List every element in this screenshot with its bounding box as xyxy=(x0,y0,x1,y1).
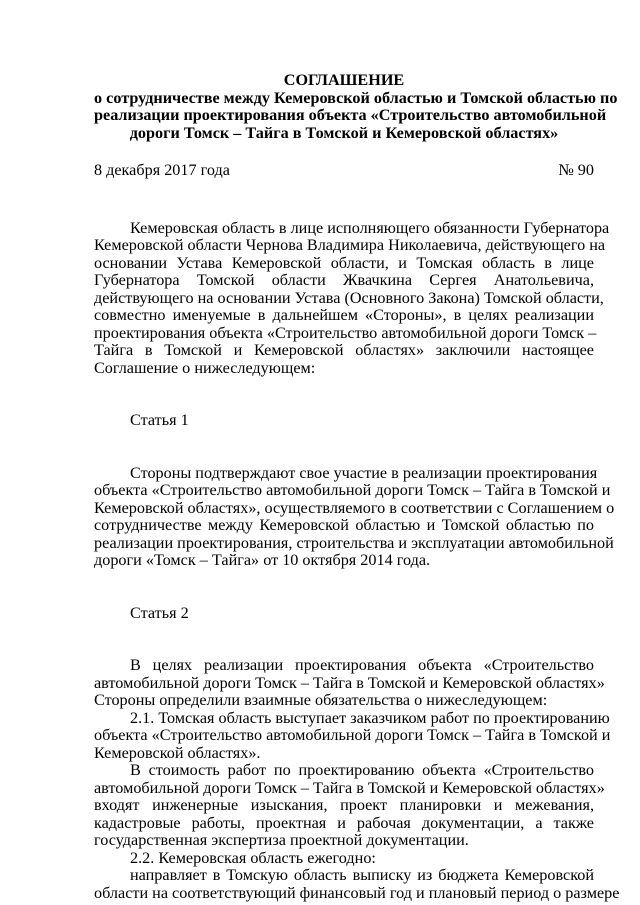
text-line: Соглашение о нижеследующем: xyxy=(94,358,316,377)
text-line: объекта «Строительство автомобильной дороги Томск – Тайга в Томской и xyxy=(94,481,611,499)
text-line: объекта «Строительство автомобильной дороги Томск – Тайга в Томской и xyxy=(94,726,611,744)
text-line: Кемеровской областях». xyxy=(94,743,261,762)
text-line: дороги «Томск – Тайга» от 10 октября 2014 года. xyxy=(94,551,431,569)
text-line: Стороны подтверждают свое участие в реализации проектирования xyxy=(130,463,598,482)
text-line: автомобильной дороги Томск – Тайга в Томской и Кемеровской областях» xyxy=(94,778,605,797)
text-line: реализации проектирования, строительства и эксплуатации автомобильной xyxy=(94,533,614,552)
text-line: проектирования объекта «Строительство автомобильной дороги Томск – xyxy=(94,323,597,342)
text-line: Кемеровской областях», осуществляемого в соответствии с Соглашением о xyxy=(94,498,615,517)
text-line: В стоимость работ по проектированию объекта «Строительство xyxy=(130,761,594,779)
text-line: государственная экспертиза проектной документации. xyxy=(94,831,469,849)
text-line: 2.1. Томская область выступает заказчиком работ по проектированию xyxy=(130,708,610,727)
text-line: Губернатора Томской области Жвачкина Сергея Анатольевича, xyxy=(94,271,594,289)
document-page xyxy=(94,71,620,902)
text-line: кадастровые работы, проектная и рабочая документации, а также xyxy=(94,813,594,832)
document-date: 8 декабря 2017 года xyxy=(94,161,230,179)
text-line: Кемеровской области Чернова Владимира Николаевича, действующего на xyxy=(94,236,606,254)
text-line: 2.2. Кемеровская область ежегодно: xyxy=(130,848,376,867)
text-line: основании Устава Кемеровской области, и Томская область в лице xyxy=(94,253,594,272)
article-1-heading: Статья 1 xyxy=(130,411,189,429)
document-header xyxy=(94,71,618,142)
document-number: № 90 xyxy=(558,161,594,179)
article-2-heading: Статья 2 xyxy=(130,603,189,622)
document-title: СОГЛАШЕНИЕ xyxy=(283,71,405,89)
text-line: направляет в Томскую область выписку из бюджета Кемеровской xyxy=(130,866,594,884)
preamble-paragraph xyxy=(94,218,610,378)
document-subtitle-line: дороги Томск – Тайга в Томской и Кемеровской областях» xyxy=(129,123,559,142)
text-line: совместно именуемые в дальнейшем «Стороны», в целях реализации xyxy=(94,306,594,324)
text-line: сотрудничестве между Кемеровской областью и Томской областью по xyxy=(94,516,594,534)
text-line: автомобильной дороги Томск – Тайга в Томской и Кемеровской областях» xyxy=(94,673,605,692)
text-line: области на соответствующий финансовый год и плановый период о размере xyxy=(94,883,620,902)
text-line: В целях реализации проектирования объекта «Строительство xyxy=(130,656,594,674)
text-line: Тайга в Томской и Кемеровской областях» заключили настоящее xyxy=(94,341,594,359)
text-line: входят инженерные изыскания, проект планировки и межевания, xyxy=(94,796,594,814)
document-meta xyxy=(94,162,594,180)
text-line: Кемеровская область в лице исполняющего обязанности Губернатора xyxy=(130,218,610,237)
article-2-body xyxy=(94,656,620,902)
text-line: Стороны определили взаимные обязательства о нижеследующем: xyxy=(94,691,548,709)
document-subtitle-line: реализации проектирования объекта «Строительство автомобильной xyxy=(94,106,607,124)
text-line: действующего на основании Устава (Основного Закона) Томской области, xyxy=(94,288,604,307)
document-subtitle-line: о сотрудничестве между Кемеровской областью и Томской областью по xyxy=(94,88,618,107)
article-1-paragraph xyxy=(94,463,615,570)
